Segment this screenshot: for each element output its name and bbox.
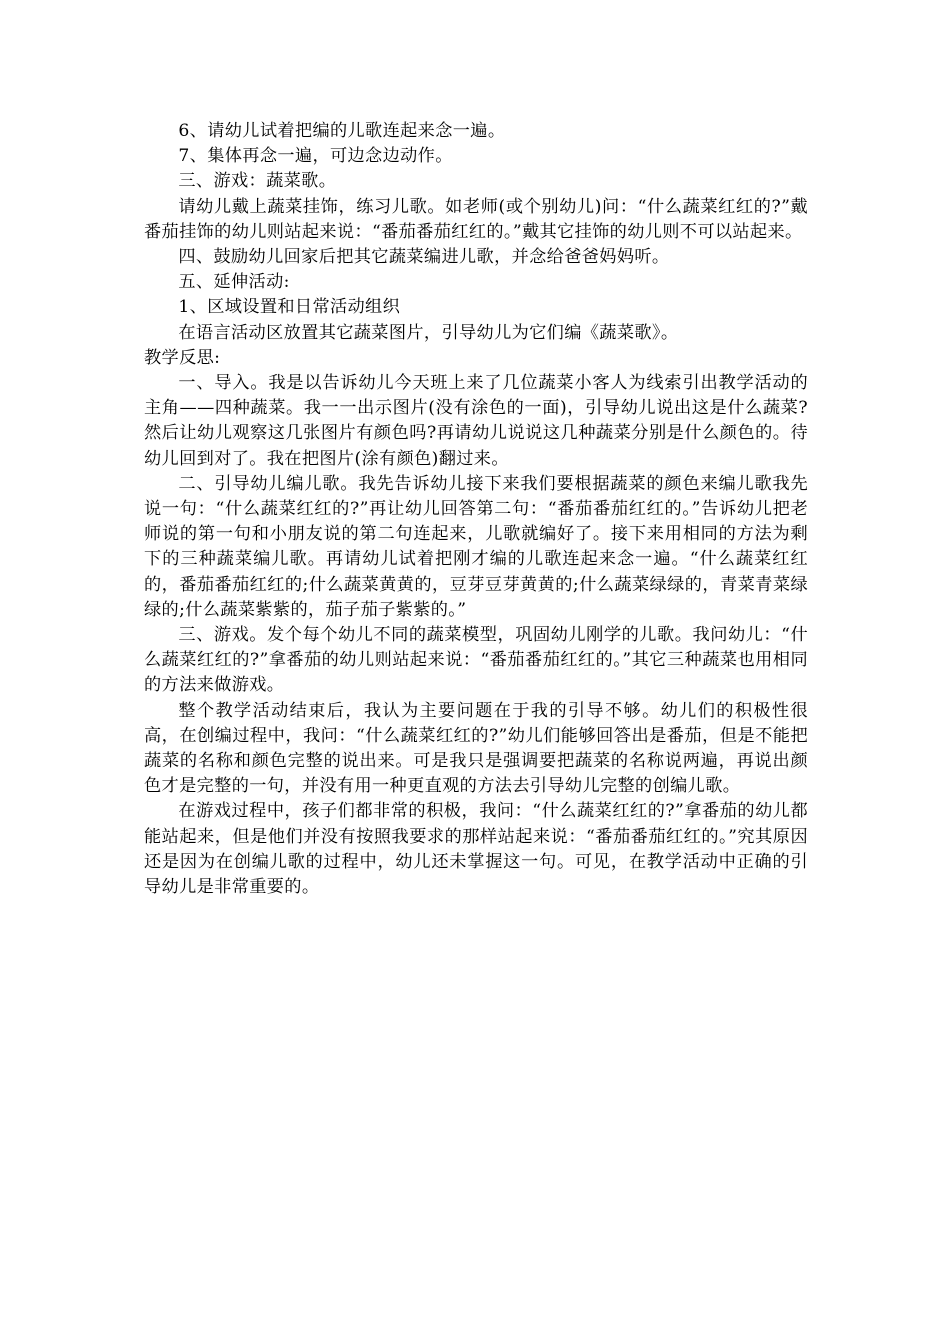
document-page — [144, 119, 808, 900]
paragraph: 7、集体再念一遍，可边念边动作。 — [178, 146, 453, 167]
paragraph: 在语言活动区放置其它蔬菜图片，引导幼儿为它们编《蔬菜歌》。 — [178, 322, 679, 343]
paragraph: 二、引导幼儿编儿歌。我先告诉幼儿接下来我们要根据蔬菜的颜色来编儿歌我先说一句：“什么蔬菜红红的?”再让幼儿回答第二句：“番茄番茄红红的。”告诉幼儿把老师说的第一句和小朋友说的第二句连起来，儿歌就编好了。接下来用相同的方法为剩下的三种蔬菜编儿歌。再请幼儿试着把刚才编的儿歌连起来念一遍。“什么蔬菜红红的，番茄番茄红红的;什么蔬菜黄黄的，豆芽豆芽黄黄的;什么蔬菜绿绿的，青菜青菜绿绿的;什么蔬菜紫紫的，茄子茄子紫紫的。” — [144, 473, 808, 620]
paragraph: 1、区域设置和日常活动组织 — [178, 297, 401, 318]
paragraph: 6、请幼儿试着把编的儿歌连起来念一遍。 — [178, 121, 506, 141]
paragraph: 一、导入。我是以告诉幼儿今天班上来了几位蔬菜小客人为线索引出教学活动的主角——四种蔬菜。我一一出示图片(没有涂色的一面)，引导幼儿说出这是什么蔬菜?然后让幼儿观察这几张图片有颜色吗?再请幼儿说说这几种蔬菜分别是什么颜色的。待幼儿回到对了。我在把图片(涂有颜色)翻过来。 — [144, 373, 808, 469]
paragraph: 整个教学活动结束后，我认为主要问题在于我的引导不够。幼儿们的积极性很高，在创编过程中，我问：“什么蔬菜红红的?”幼儿们能够回答出是番茄，但是不能把蔬菜的名称和颜色完整的说出来。可是我只是强调要把蔬菜的名称说两遍，再说出颜色才是完整的一句，并没有用一种更直观的方法去引导幼儿完整的创编儿歌。 — [144, 700, 808, 797]
section-heading: 三、游戏：蔬菜歌。 — [178, 171, 337, 192]
paragraph: 三、游戏。发个每个幼儿不同的蔬菜模型，巩固幼儿刚学的儿歌。我问幼儿：“什么蔬菜红红的?”拿番茄的幼儿则站起来说：“番茄番茄红红的。”其它三种蔬菜也用相同的方法来做游戏。 — [144, 625, 808, 696]
reflection-heading: 教学反思: — [144, 347, 221, 368]
paragraph: 请幼儿戴上蔬菜挂饰，练习儿歌。如老师(或个别幼儿)问：“什么蔬菜红红的?”戴番茄挂饰的幼儿则站起来说：“番茄番茄红红的。”戴其它挂饰的幼儿则不可以站起来。 — [144, 196, 808, 242]
section-heading: 四、鼓励幼儿回家后把其它蔬菜编进儿歌，并念给爸爸妈妈听。 — [178, 247, 670, 268]
paragraph: 在游戏过程中，孩子们都非常的积极，我问：“什么蔬菜红红的?”拿番茄的幼儿都能站起来，但是他们并没有按照我要求的那样站起来说：“番茄番茄红红的。”究其原因还是因为在创编儿歌的过程中，幼儿还未掌握这一句。可见，在教学活动中正确的引导幼儿是非常重要的。 — [144, 801, 808, 898]
section-heading: 五、延伸活动: — [178, 272, 290, 293]
